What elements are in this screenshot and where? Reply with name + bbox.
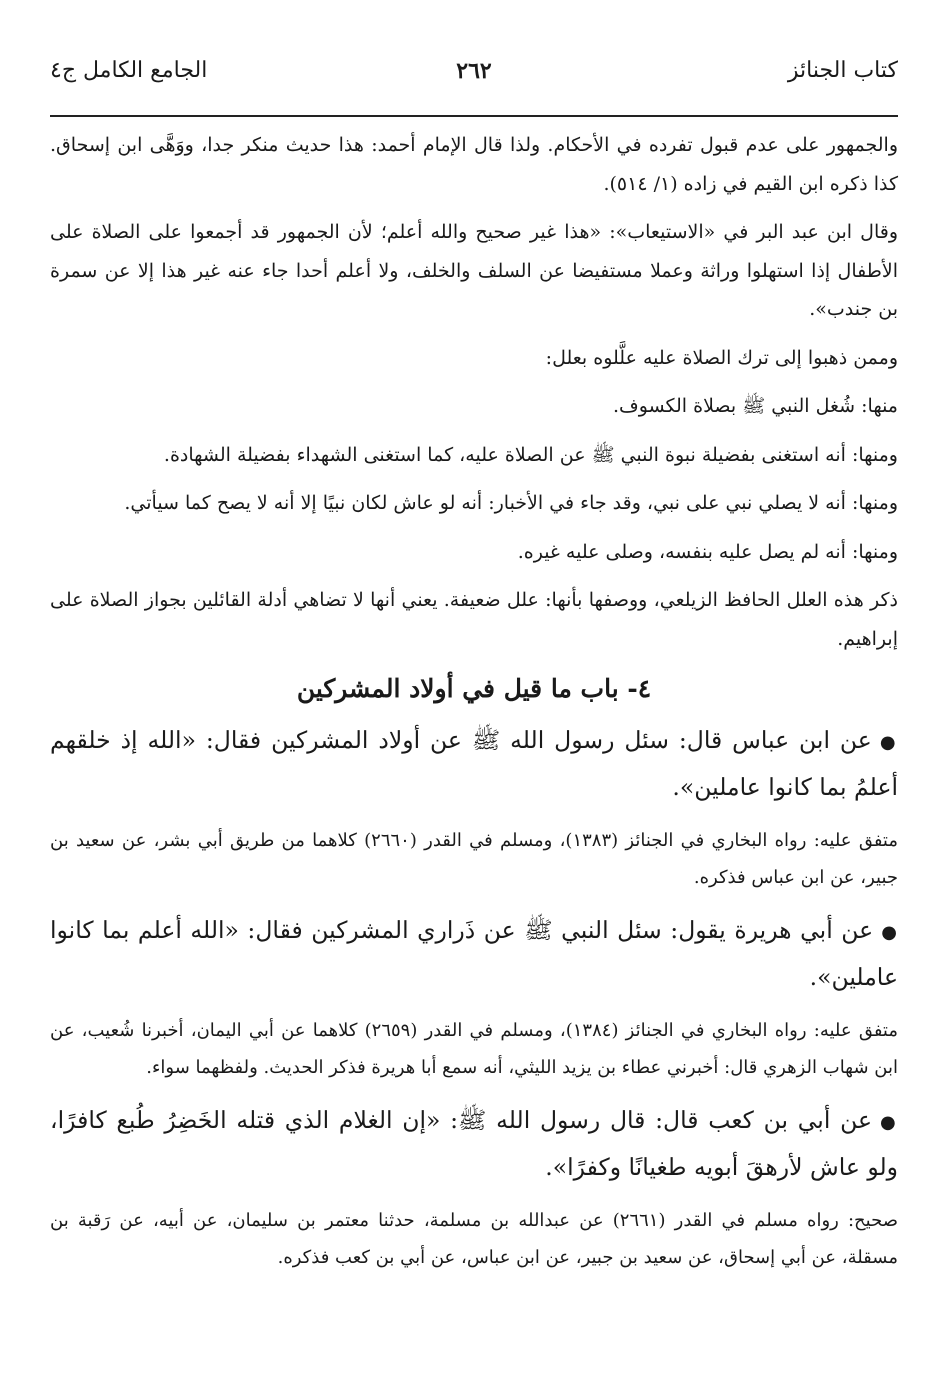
hadith-text: عن أبي هريرة يقول: سئل النبي ﷺ عن ذَراري المشركين فقال: «الله أعلم بما كانوا عاملين». <box>50 916 898 991</box>
running-header <box>50 58 898 98</box>
page-number: ٢٦٢ <box>456 58 492 84</box>
bullet-icon: ● <box>881 922 898 943</box>
bullet-icon: ● <box>879 732 898 753</box>
header-book-title: الجامع الكامل ج٤ <box>50 58 208 83</box>
paragraph-8: ذكر هذه العلل الحافظ الزيلعي، ووصفها بأنها: علل ضعيفة. يعني أنها لا تضاهي أدلة القائلين بجواز الصلاة على إبراهيم. <box>50 589 898 650</box>
header-divider <box>50 115 898 117</box>
hadith-3 <box>50 1098 898 1190</box>
hadith-text: عن ابن عباس قال: سئل رسول الله ﷺ عن أولاد المشركين فقال: «الله إذ خلقهم أعلمُ بما كانوا عاملين». <box>50 726 898 801</box>
paragraph-4: منها: شُغل النبي ﷺ بصلاة الكسوف. <box>613 395 898 417</box>
header-book-section: كتاب الجنائز <box>787 58 898 83</box>
paragraph-2: وقال ابن عبد البر في «الاستيعاب»: «هذا غير صحيح والله أعلم؛ لأن الجمهور قد أجمعوا على الصلاة على الأطفال إذا استهلوا وراثة وعملا مستفيضا عن السلف والخلف، ولا أعلم أحدا جاء عنه غير هذا إلا عن سمرة بن جندب». <box>50 221 898 320</box>
chapter-heading: ٤- باب ما قيل في أولاد المشركين <box>296 674 652 703</box>
takhrij-3: صحيح: رواه مسلم في القدر (٢٦٦١) عن عبدالله بن مسلمة، حدثنا معتمر بن سليمان، عن أبيه، عن رَقبة بن مسقلة، عن أبي إسحاق، عن سعيد بن جبير، عن ابن عباس، عن أبي بن كعب فذكره. <box>50 1210 898 1268</box>
hadith-2 <box>50 908 898 1000</box>
paragraph-3: وممن ذهبوا إلى ترك الصلاة عليه علَّلوه بعلل: <box>545 346 898 369</box>
paragraph-5: ومنها: أنه استغنى بفضيلة نبوة النبي ﷺ عن الصلاة عليه، كما استغنى الشهداء بفضيلة الشهادة. <box>163 443 898 466</box>
hadith-1 <box>50 718 898 810</box>
bullet-icon: ● <box>880 1112 898 1133</box>
page-body <box>50 126 898 1288</box>
hadith-text: عن أبي بن كعب قال: قال رسول الله ﷺ: «إن الغلام الذي قتله الخَضِرُ طُبع كافرًا، ولو عاش لأرهقَ أبويه طغيانًا وكفرًا». <box>50 1106 898 1181</box>
takhrij-2: متفق عليه: رواه البخاري في الجنائز (١٣٨٤)، ومسلم في القدر (٢٦٥٩) كلاهما عن أبي اليمان، أخبرنا شُعيب، عن ابن شهاب الزهري قال: أخبرني عطاء بن يزيد الليثي، أنه سمع أبا هريرة فذكر الحديث. ولفظهما سواء. <box>50 1020 899 1078</box>
paragraph-6: ومنها: أنه لا يصلي نبي على نبي، وقد جاء في الأخبار: أنه لو عاش لكان نبيًا إلا أنه لا يصح كما سيأتي. <box>124 492 898 514</box>
paragraph-1: والجمهور على عدم قبول تفرده في الأحكام. ولذا قال الإمام أحمد: هذا حديث منكر جدا، ووَهَّى ابن إسحاق. كذا ذكره ابن القيم في زاده (١/ ٥١٤). <box>50 134 898 195</box>
paragraph-7: ومنها: أنه لم يصل عليه بنفسه، وصلى عليه غيره. <box>517 540 898 563</box>
takhrij-1: متفق عليه: رواه البخاري في الجنائز (١٣٨٣)، ومسلم في القدر (٢٦٦٠) كلاهما من طريق أبي بشر، عن سعيد بن جبير، عن ابن عباس فذكره. <box>50 830 899 888</box>
